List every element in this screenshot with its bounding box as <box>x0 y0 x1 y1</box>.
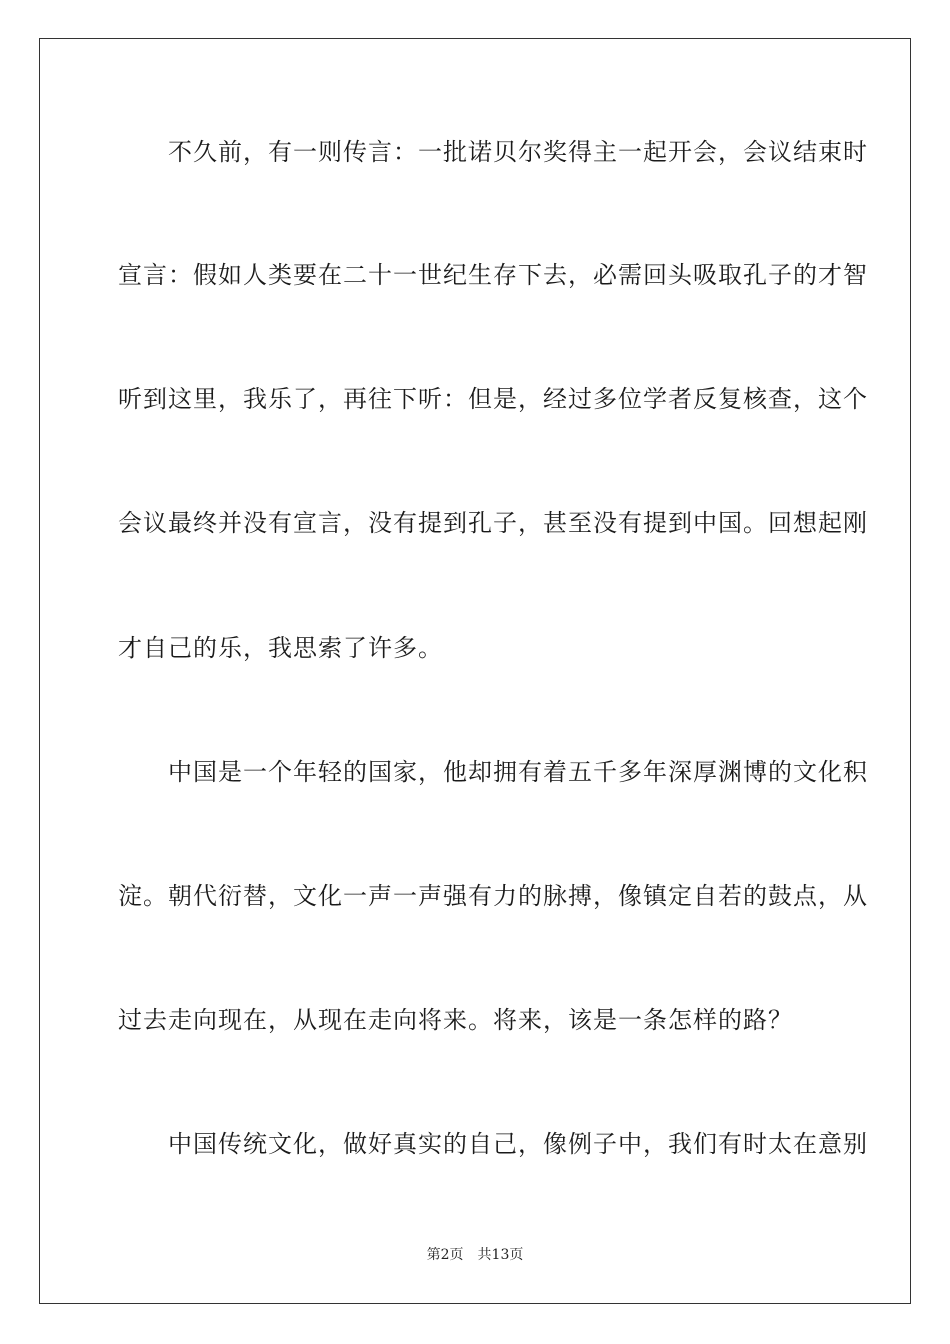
text-line-9: 中国传统文化，做好真实的自己，像例子中，我们有时太在意别 <box>118 1130 868 1158</box>
text-line-7: 淀。朝代衍替，文化一声一声强有力的脉搏，像镇定自若的鼓点，从 <box>118 882 868 910</box>
text-line-8: 过去走向现在，从现在走向将来。将来，该是一条怎样的路？ <box>118 1006 793 1034</box>
page-total: 共13页 <box>477 1247 524 1263</box>
page-footer <box>0 1245 950 1265</box>
text-line-5: 才自己的乐，我思索了许多。 <box>118 634 443 662</box>
text-line-3: 听到这里，我乐了，再往下听：但是，经过多位学者反复核查，这个 <box>118 385 868 413</box>
text-line-2: 宣言：假如人类要在二十一世纪生存下去，必需回头吸取孔子的才智 <box>118 261 868 289</box>
text-line-1: 不久前，有一则传言：一批诺贝尔奖得主一起开会，会议结束时 <box>118 138 868 166</box>
page-number: 第2页 <box>426 1247 464 1263</box>
text-line-4: 会议最终并没有宣言，没有提到孔子，甚至没有提到中国。回想起刚 <box>118 509 868 537</box>
text-line-6: 中国是一个年轻的国家，他却拥有着五千多年深厚渊博的文化积 <box>118 758 868 786</box>
page-border <box>39 38 911 1304</box>
